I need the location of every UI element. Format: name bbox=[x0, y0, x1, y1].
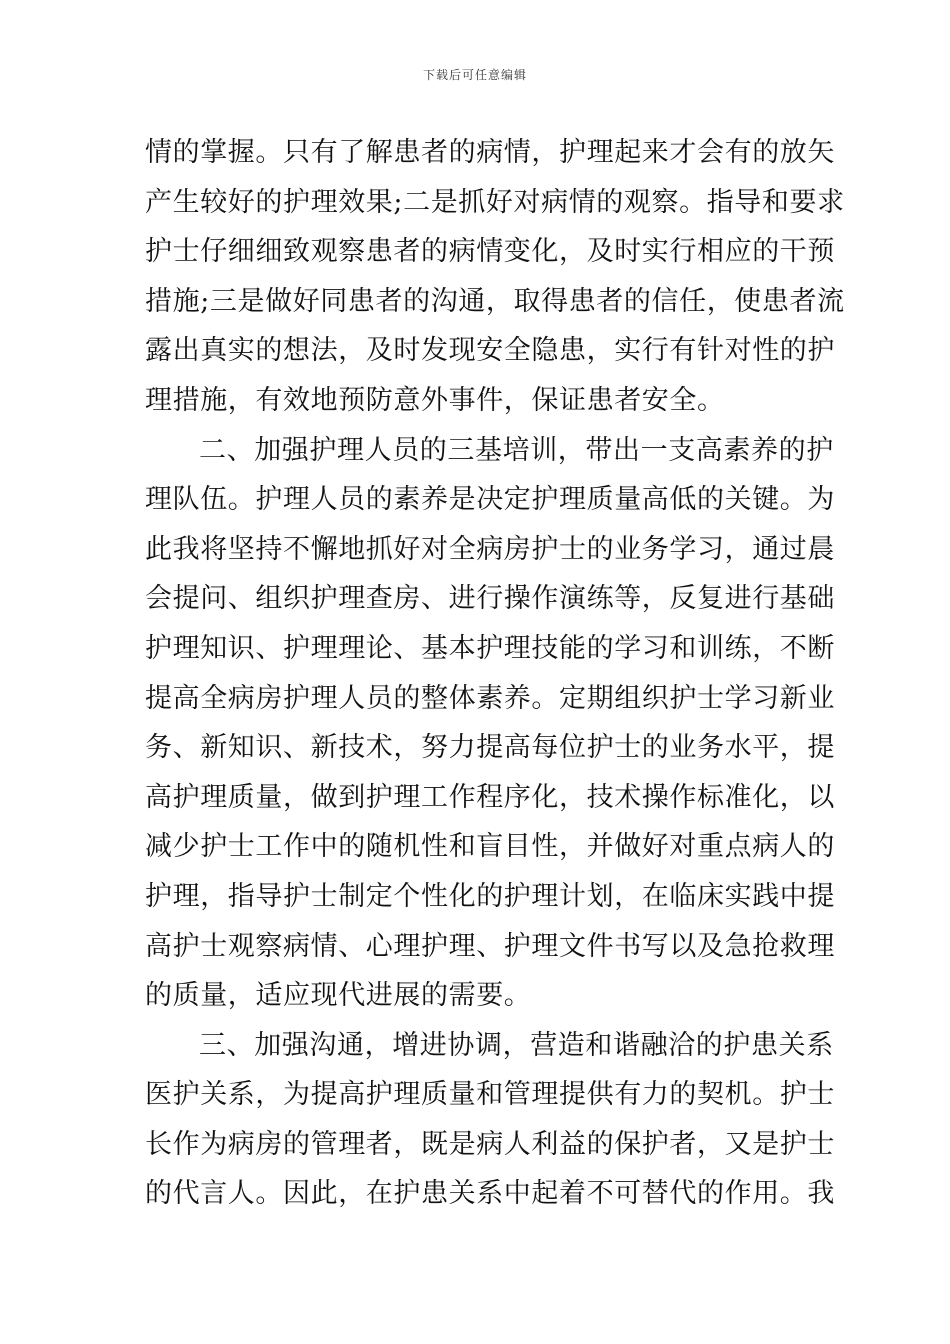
text-line: 高护理质量，做到护理工作程序化，技术操作标准化，以 bbox=[145, 781, 835, 813]
text-line: 医护关系，为提高护理质量和管理提供有力的契机。护士 bbox=[145, 1079, 835, 1111]
text-line: 会提问、组织护理查房、进行操作演练等，反复进行基础 bbox=[145, 583, 835, 615]
text-line: 护士仔细细致观察患者的病情变化，及时实行相应的干预 bbox=[145, 236, 835, 268]
paragraph-start-line: 二、加强护理人员的三基培训，带出一支高素养的护 bbox=[199, 434, 834, 466]
text-line: 理队伍。护理人员的素养是决定护理质量高低的关键。为 bbox=[145, 484, 835, 516]
text-line: 长作为病房的管理者，既是病人利益的保护者，又是护士 bbox=[145, 1128, 835, 1160]
text-line: 理措施，有效地预防意外事件，保证患者安全。 bbox=[145, 384, 725, 416]
text-line: 提高全病房护理人员的整体素养。定期组织护士学习新业 bbox=[145, 682, 835, 714]
text-line: 此我将坚持不懈地抓好对全病房护士的业务学习，通过晨 bbox=[145, 533, 835, 565]
text-line: 护理知识、护理理论、基本护理技能的学习和训练，不断 bbox=[145, 632, 835, 664]
paragraph-start-line: 三、加强沟通，增进协调，营造和谐融洽的护患关系 bbox=[199, 1029, 834, 1061]
text-line: 护理，指导护士制定个性化的护理计划，在临床实践中提 bbox=[145, 880, 835, 912]
text-line: 高护士观察病情、心理护理、护理文件书写以及急抢救理 bbox=[145, 930, 835, 962]
text-line: 务、新知识、新技术，努力提高每位护士的业务水平，提 bbox=[145, 732, 835, 764]
text-line: 情的掌握。只有了解患者的病情，护理起来才会有的放矢 bbox=[145, 137, 835, 168]
text-line: 减少护士工作中的随机性和盲目性，并做好对重点病人的 bbox=[145, 831, 835, 863]
page-header: 下载后可任意编辑 bbox=[422, 68, 527, 82]
text-line: 措施;三是做好同患者的沟通，取得患者的信任，使患者流 bbox=[145, 285, 845, 317]
text-line: 露出真实的想法，及时发现安全隐患，实行有针对性的护 bbox=[145, 335, 835, 367]
text-line: 的质量，适应现代进展的需要。 bbox=[145, 980, 532, 1012]
text-line: 的代言人。因此，在护患关系中起着不可替代的作用。我 bbox=[145, 1178, 835, 1210]
document-body bbox=[145, 128, 845, 1219]
text-line: 产生较好的护理效果;二是抓好对病情的观察。指导和要求 bbox=[145, 186, 845, 218]
